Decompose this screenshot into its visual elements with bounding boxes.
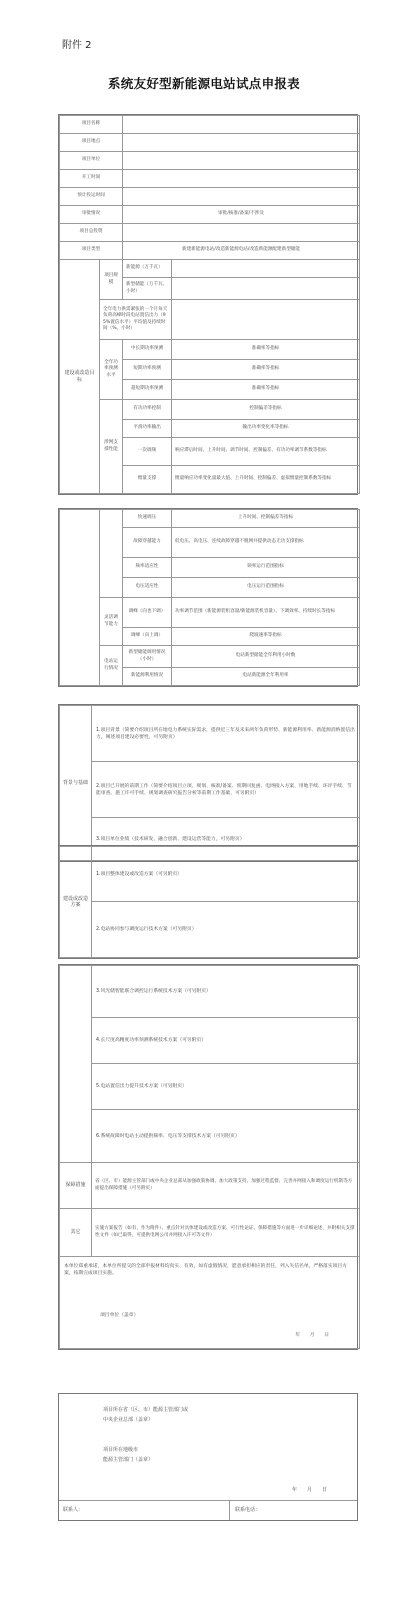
- grid-name-2: 一次调频: [123, 438, 172, 466]
- grid-value-1[interactable]: 输出功率变化率等指标: [172, 420, 360, 438]
- plan-item-1[interactable]: 2.电站协同参与调度运行技术方案（可另附页）: [96, 927, 197, 932]
- endorse-line1: 项目所在省（区、市）能源主管部门或: [103, 1407, 189, 1413]
- label-grid-support-cont: [100, 510, 123, 598]
- guarantee-text[interactable]: 省（区、市）能源主管部门或中央企业总部从加强政策协调、加大政策支持、加强过程监督、完善并网接入和调度运行机制等方面提出保障措施（可另附页）: [92, 1163, 360, 1209]
- grid-value-3[interactable]: 惯量响应功率变化量最大值、上升时间、控制偏差、虚拟惯量控制系数等指标: [172, 466, 360, 494]
- ops-name-1: 新能源利用情况: [123, 668, 172, 686]
- label-flex: 灵活调节能力: [100, 598, 123, 646]
- field-project-type[interactable]: 新建新能源电站/改造新能源电站/改造新能源配建新型储能: [123, 242, 360, 260]
- field-total-investment[interactable]: [123, 224, 360, 242]
- flex-value-1[interactable]: 爬坡速率等指标: [172, 628, 360, 646]
- grid-name-0: 有功功率控制: [123, 400, 172, 420]
- label-grid-support: 涉网支撑性能: [100, 400, 123, 494]
- a-name-3: 电压适应性: [123, 578, 172, 598]
- label-forecast: 全年功率预测水平: [100, 340, 123, 400]
- grid-value-2[interactable]: 响应滞后时间、上升时间、调节时间、控制偏差、有功功率调节系数等指标: [172, 438, 360, 466]
- section-construction-label: 建设或改造目标: [60, 260, 100, 494]
- form-section-basic: [58, 114, 358, 495]
- label-expected-commission: 预计投运时间: [60, 188, 123, 206]
- ops-value-1[interactable]: 电站新能源全年利用率: [172, 668, 360, 686]
- endorse-date: 年 月 日: [291, 1487, 327, 1493]
- label-project-type: 项目类型: [60, 242, 123, 260]
- plan2-item-2[interactable]: 5.电站置信出力提升技术方案（可另附页）: [92, 1064, 359, 1110]
- field-renewable[interactable]: [172, 260, 360, 278]
- contact-split: [229, 1500, 230, 1520]
- grid-name-1: 平滑功率输出: [123, 420, 172, 438]
- section-construction-cont-blank: [60, 510, 100, 686]
- commitment-text: 本单位郑重承诺，本单位所提交的全部申报材料均真实、有效，如有虚假情况，愿意承担相应的责任，列入失信名单，严格落实项目方案，按期完成项目实施。: [64, 1264, 348, 1276]
- section-other-label: 其它: [60, 1209, 92, 1257]
- form-section-construction-continued: [58, 508, 358, 687]
- field-approval[interactable]: 审批/核准/备案/不涉及: [123, 206, 360, 224]
- section-plan-cont-blank: [60, 966, 92, 1163]
- forecast-name-0: 中长期功率预测: [123, 340, 172, 360]
- form-section-plan-continued: [58, 964, 358, 1350]
- label-project-location: 项目地点: [60, 134, 123, 152]
- a-value-1[interactable]: 低电压、高电压、连续故障穿越不脱网并提供动态无功支撑指标: [172, 528, 360, 558]
- grid-value-0[interactable]: 控制偏差等指标: [172, 400, 360, 420]
- plan-item-0[interactable]: 1.项目整体建设或改造方案（可另附页）: [92, 847, 359, 902]
- contact-divider: [59, 1500, 357, 1501]
- label-approval: 审批情况: [60, 206, 123, 224]
- a-value-2[interactable]: 频率运行范围指标: [172, 558, 360, 578]
- a-name-0: 快速调压: [123, 510, 172, 528]
- field-reliable-output[interactable]: [172, 300, 360, 340]
- field-storage[interactable]: [172, 278, 360, 300]
- a-value-3[interactable]: 电压运行范围指标: [172, 578, 360, 598]
- forecast-name-2: 超短期功率预测: [123, 380, 172, 400]
- forecast-value-2[interactable]: 准确率等指标: [172, 380, 360, 400]
- label-ops: 电站运行情况: [100, 646, 123, 686]
- field-expected-commission[interactable]: [123, 188, 360, 206]
- form-section-background: [58, 704, 358, 862]
- page-title: 系统友好型新能源电站试点申报表: [107, 76, 300, 91]
- a-value-0[interactable]: 上升时间、控制偏差等指标: [172, 510, 360, 528]
- field-start-time[interactable]: [123, 170, 360, 188]
- contact-phone[interactable]: 联系电话：: [235, 1507, 261, 1513]
- background-item-0[interactable]: 1.项目背景（简要介绍项目所在地电力系统实际需求，提供近三年及未来两年负荷形势、新能源利用率、新能源消纳置信出力，阐述项目建设必要性，可另附页）: [92, 706, 359, 762]
- label-renewable: 新能源（万千瓦）: [123, 260, 172, 278]
- flex-name-1: 调峰（向上调）: [123, 628, 172, 646]
- flex-name-0: 调峰（向也下调）: [123, 598, 172, 628]
- ops-name-0: 新型储能调用情况（小时）: [123, 646, 172, 668]
- plan2-item-3[interactable]: 6.系统故障时电站主动提供频率、电压等支撑技术方案（可另附页）: [96, 1133, 240, 1139]
- commitment-block: [60, 1257, 360, 1349]
- background-item-2[interactable]: 3.项目单位业绩（技术研发、融合创新、建设运营等能力，可另附页）: [96, 836, 245, 842]
- other-text[interactable]: 实施方案报告（如有，作为附件）、重点针对具体建设或改造方案、可行性论证、保障措施等方面进一步详细论述，并附相关支撑性文件（如已取得，可提供电网公司并网接入许可等文件）: [92, 1209, 360, 1257]
- attachment-label: 附件 2: [62, 40, 92, 51]
- label-start-time: 开工时间: [60, 170, 123, 188]
- endorse-line3: 项目所在地级市: [103, 1447, 139, 1453]
- label-project-unit: 项目单位: [60, 152, 123, 170]
- form-section-endorsement: [58, 1393, 358, 1521]
- section-background-label: 背景与基础: [60, 706, 92, 861]
- a-name-2: 频率适应性: [123, 558, 172, 578]
- a-name-1: 故障穿越能力: [123, 528, 172, 558]
- flex-value-0[interactable]: 功率调节范围（新能源装机容量/新能源装机容量）、下调效率、持续时长等指标: [172, 598, 360, 628]
- label-project-name: 项目名称: [60, 116, 123, 134]
- forecast-value-0[interactable]: 准确率等指标: [172, 340, 360, 360]
- commitment-date: 年 月 日: [295, 1333, 329, 1338]
- endorse-line2: 中央企业总部（盖章）: [103, 1417, 154, 1423]
- commitment-unit-seal: 项目单位（盖章）: [100, 1313, 139, 1318]
- endorse-line4: 能源主管部门（盖章）: [103, 1457, 154, 1463]
- label-reliable-output: 全年电力供需紧张的一个月每天负荷高峰时段电站置信出力（95%置信水平）平均值及持续时间（%、小时）: [100, 300, 172, 340]
- label-storage: 新型储能（万千瓦、小时）: [123, 278, 172, 300]
- form-section-plan: [58, 845, 358, 959]
- label-total-investment: 项目总投资: [60, 224, 123, 242]
- ops-value-0[interactable]: 电站新型储能全年利用小时数: [172, 646, 360, 668]
- grid-name-3: 惯量支撑: [123, 466, 172, 494]
- section-plan-label: 建设或改造方案: [60, 847, 92, 958]
- field-project-unit[interactable]: [123, 152, 360, 170]
- plan2-item-1[interactable]: 4.长尺度高精度功率预测系统技术方案（可另附页）: [92, 1018, 359, 1064]
- label-scale: 项目规模: [100, 260, 123, 300]
- field-project-location[interactable]: [123, 134, 360, 152]
- contact-person[interactable]: 联系人：: [63, 1507, 84, 1513]
- section-guarantee-label: 保障措施: [60, 1163, 92, 1209]
- plan2-item-0[interactable]: 3.风光储智能联合调控运行系统技术方案（可另附页）: [92, 966, 359, 1018]
- forecast-name-1: 短期功率预测: [123, 360, 172, 380]
- forecast-value-1[interactable]: 准确率等指标: [172, 360, 360, 380]
- background-item-1[interactable]: 2.项目已开展的前期工作（简要介绍项目立项、规划、核准/备案、预期回复函、电网接入方案、用地手续、环评手续、节能审查、施工许可手续、规划调查研究报告分析等前期工作基础，可另附页）: [92, 762, 359, 818]
- field-project-name[interactable]: [123, 116, 360, 134]
